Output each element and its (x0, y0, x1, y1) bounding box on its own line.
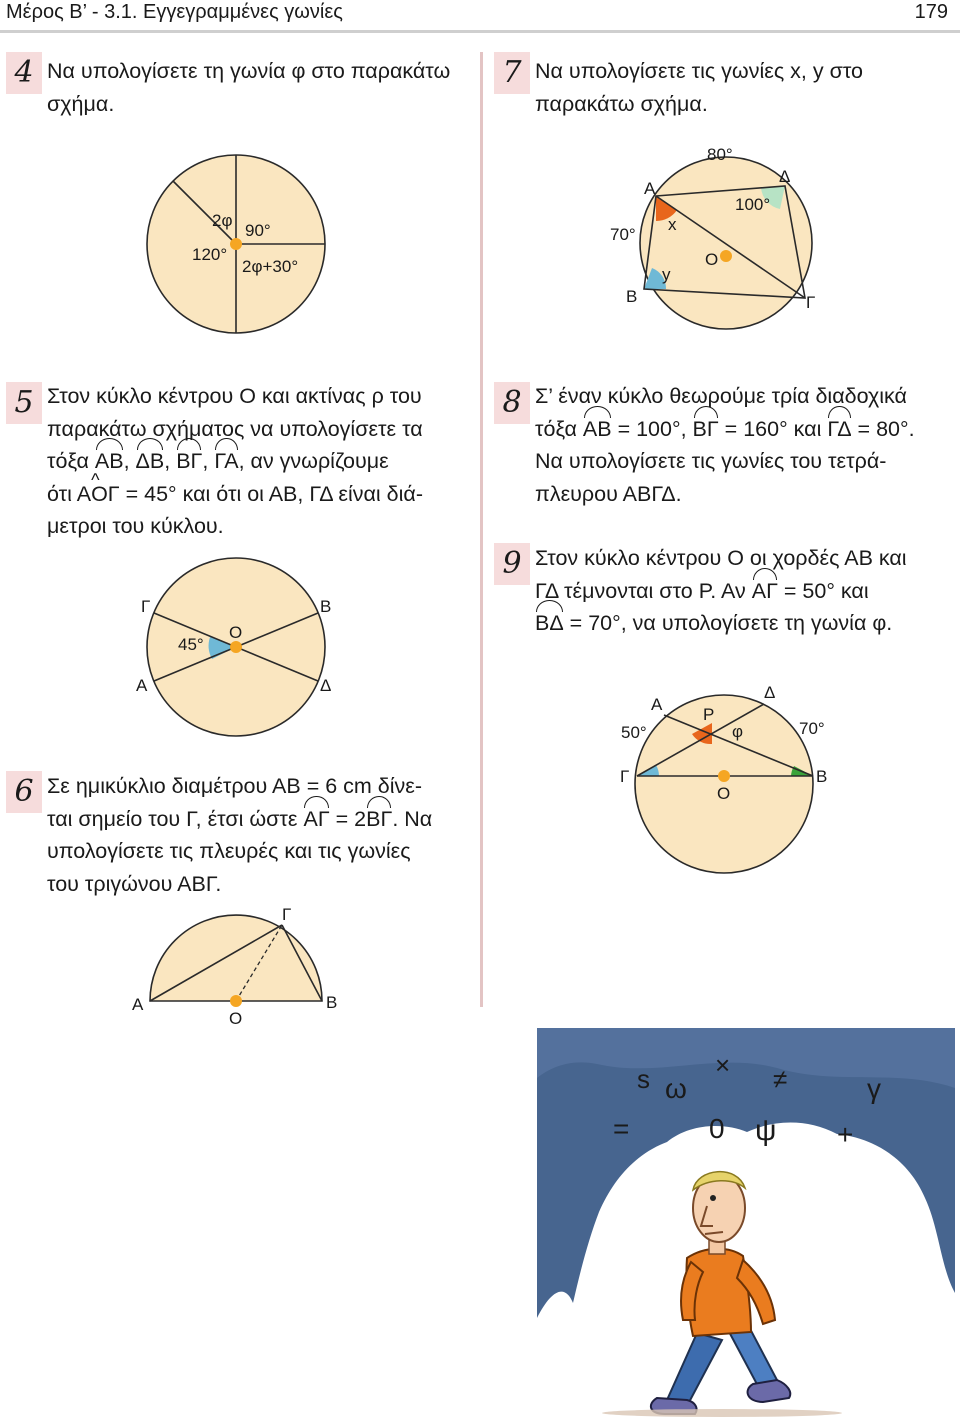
symbol-plus: + (837, 1119, 854, 1150)
label-O: Ο (229, 1009, 243, 1028)
symbol-zero: 0 (709, 1113, 725, 1144)
exercise-6-line: υπολογίσετε τις πλευρές και τις γωνίες (47, 839, 411, 863)
exercise-4-line: Να υπολογίσετε τη γωνία φ στο παρακάτω (47, 59, 451, 83)
label-50: 50° (621, 723, 647, 742)
exercise-5-line: ότι Α^ ΟΓ = 45° και ότι οι ΑΒ, ΓΔ είναι διά- (47, 478, 469, 511)
label-B: Β (320, 597, 332, 616)
label-120: 120° (192, 245, 228, 264)
label-A: Α (644, 179, 656, 198)
exercise-number-8: 8 (494, 382, 530, 424)
label-100: 100° (735, 195, 771, 214)
exercise-9-line: Στον κύκλο κέντρου Ο οι χορδές ΑΒ και (535, 546, 907, 570)
label-D: Δ (320, 676, 332, 695)
label-D: Δ (764, 683, 776, 702)
exercise-7-line: Να υπολογίσετε τις γωνίες x, y στο (535, 59, 864, 83)
label-80: 80° (707, 145, 733, 164)
label-90: 90° (245, 221, 271, 240)
exercise-8-line: τόξα ΑΒ = 100°, ΒΓ = 160° και ΓΔ = 80°. (535, 413, 955, 446)
label-G: Γ (141, 597, 151, 616)
label-B: Β (816, 767, 828, 786)
arc-DB: ΔΒ (136, 445, 165, 478)
label-2phi-plus-30: 2φ+30° (242, 257, 299, 276)
label-B: Β (626, 287, 638, 306)
label-A: Α (651, 695, 663, 714)
symbol-equals: = (613, 1113, 630, 1144)
label-y: y (662, 265, 671, 284)
arc-BG: ΒΓ (693, 413, 719, 446)
label-D: Δ (779, 167, 791, 186)
exercise-8-line: πλευρου ΑΒΓΔ. (535, 481, 682, 506)
arc-AB: ΑΒ (583, 413, 612, 446)
semicircle (150, 915, 322, 1001)
label-x: x (668, 215, 677, 234)
label-O: Ο (229, 623, 243, 642)
symbol-omega: ω (665, 1073, 687, 1104)
exercise-9-line: ΒΔ = 70°, να υπολογίσετε τη γωνία φ. (535, 607, 955, 640)
label-2phi: 2φ (212, 211, 233, 230)
angle-hat-O: ^ Ο (91, 478, 108, 511)
thinking-man-illustration (537, 1028, 955, 1416)
symbol-psi: ψ (755, 1114, 777, 1147)
label-A: Α (136, 676, 148, 695)
exercise-8-line: Σ’ έναν κύκλο θεωρούμε τρία διαδοχικά (535, 384, 907, 408)
exercise-number-5: 5 (6, 382, 42, 424)
right-shoe (748, 1380, 791, 1402)
label-A: Α (132, 995, 144, 1014)
exercise-number-4: 4 (6, 52, 42, 94)
exercise-5-line: Στον κύκλο κέντρου Ο και ακτίνας ρ του (47, 384, 422, 408)
exercise-number-7: 7 (494, 52, 530, 94)
exercise-4-line: σχήμα. (47, 91, 115, 116)
arc-AB: ΑΒ (95, 445, 124, 478)
eye (710, 1195, 716, 1201)
exercise-number-9: 9 (494, 543, 530, 585)
arc-BG: ΒΓ (176, 445, 202, 478)
exercise-5-line: τόξα ΑΒ, ΔΒ, ΒΓ, ΓΑ, αν γνωρίζουμε (47, 445, 469, 478)
running-header: Μέρος Β’ - 3.1. Εγγεγραμμένες γωνίες (6, 1, 343, 23)
symbol-times: × (715, 1050, 731, 1080)
arc-BD: ΒΔ (535, 607, 564, 640)
arc-AG: ΑΓ (303, 803, 329, 836)
exercise-5-line: παρακάτω σχήματος να υπολογίσετε τα (47, 416, 423, 441)
label-O: Ο (717, 784, 731, 803)
exercise-8-line: Να υπολογίσετε τις γωνίες του τετρά- (535, 449, 887, 473)
label-G: Γ (620, 767, 630, 786)
center-dot (230, 995, 242, 1007)
arc-GA: ΓΑ (214, 445, 238, 478)
label-B: Β (326, 993, 338, 1012)
exercise-7-line: παρακάτω σχήμα. (535, 91, 708, 116)
arc-GD: ΓΔ (827, 413, 851, 446)
label-G: Γ (282, 905, 292, 924)
label-70: 70° (799, 719, 825, 738)
symbol-gamma: γ (867, 1073, 881, 1104)
label-70: 70° (610, 225, 636, 244)
symbol-s: s (637, 1064, 650, 1094)
label-phi: φ (732, 722, 744, 741)
symbol-not-equal: ≠ (773, 1064, 788, 1094)
ground-shadow (602, 1409, 842, 1417)
exercise-6-line: του τριγώνου ΑΒΓ. (47, 871, 222, 896)
exercise-6-line: ται σημείο του Γ, έτσι ώστε ΑΓ = 2ΒΓ. Να (47, 803, 469, 836)
label-45: 45° (178, 635, 204, 654)
exercise-9-line: ΓΔ τέμνονται στο Ρ. Αν ΑΓ = 50° και (535, 575, 955, 608)
page-number: 179 (914, 1, 948, 23)
label-G: Γ (806, 293, 816, 312)
label-O: Ο (705, 250, 719, 269)
arc-AG: ΑΓ (752, 575, 778, 608)
exercise-5-line: μετροι του κύκλου. (47, 514, 224, 538)
label-P: Ρ (703, 705, 715, 724)
exercise-number-6: 6 (6, 771, 42, 813)
exercise-6-line: Σε ημικύκλιο διαμέτρου ΑΒ = 6 cm δίνε- (47, 774, 423, 798)
arc-BG: ΒΓ (366, 803, 392, 836)
